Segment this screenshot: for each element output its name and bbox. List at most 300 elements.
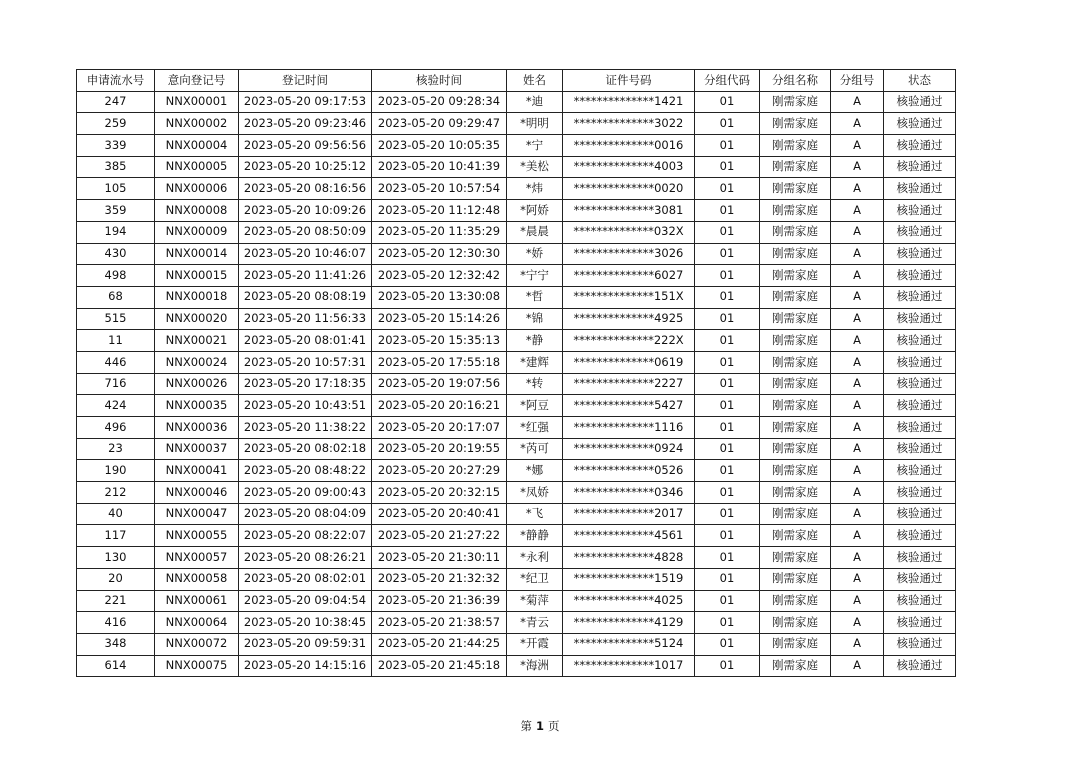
cell-registration-time: 2023-05-20 08:48:22 [239, 460, 372, 482]
cell-status: 核验通过 [884, 308, 956, 330]
cell-group-number: A [831, 286, 884, 308]
page-prefix: 第 [520, 719, 532, 733]
cell-status: 核验通过 [884, 633, 956, 655]
table-row [77, 590, 956, 612]
cell-group-name: 刚需家庭 [760, 113, 831, 135]
cell-registration-id: NNX00008 [155, 200, 239, 222]
cell-group-code: 01 [695, 330, 760, 352]
cell-id-number: **************0016 [563, 135, 695, 157]
cell-serial-number: 385 [77, 156, 155, 178]
cell-registration-id: NNX00009 [155, 221, 239, 243]
cell-registration-time: 2023-05-20 09:00:43 [239, 482, 372, 504]
cell-verification-time: 2023-05-20 21:27:22 [372, 525, 507, 547]
cell-group-code: 01 [695, 633, 760, 655]
cell-verification-time: 2023-05-20 21:45:18 [372, 655, 507, 677]
cell-registration-id: NNX00005 [155, 156, 239, 178]
column-header-status: 状态 [884, 70, 956, 92]
cell-registration-time: 2023-05-20 08:02:18 [239, 438, 372, 460]
cell-group-name: 刚需家庭 [760, 482, 831, 504]
table-row [77, 243, 956, 265]
cell-serial-number: 117 [77, 525, 155, 547]
cell-status: 核验通过 [884, 590, 956, 612]
cell-status: 核验通过 [884, 525, 956, 547]
cell-registration-time: 2023-05-20 10:25:12 [239, 156, 372, 178]
cell-group-name: 刚需家庭 [760, 590, 831, 612]
cell-id-number: **************5427 [563, 395, 695, 417]
column-header-registration-id: 意向登记号 [155, 70, 239, 92]
cell-status: 核验通过 [884, 135, 956, 157]
cell-status: 核验通过 [884, 156, 956, 178]
cell-registration-id: NNX00006 [155, 178, 239, 200]
cell-serial-number: 130 [77, 547, 155, 569]
table-row [77, 482, 956, 504]
cell-serial-number: 23 [77, 438, 155, 460]
cell-group-number: A [831, 612, 884, 634]
cell-id-number: **************0346 [563, 482, 695, 504]
cell-group-code: 01 [695, 243, 760, 265]
cell-group-name: 刚需家庭 [760, 308, 831, 330]
table-row [77, 265, 956, 287]
cell-serial-number: 20 [77, 568, 155, 590]
table-row [77, 655, 956, 677]
cell-group-name: 刚需家庭 [760, 265, 831, 287]
table-row [77, 135, 956, 157]
cell-verification-time: 2023-05-20 20:32:15 [372, 482, 507, 504]
cell-group-number: A [831, 351, 884, 373]
cell-status: 核验通过 [884, 547, 956, 569]
cell-group-name: 刚需家庭 [760, 243, 831, 265]
cell-group-name: 刚需家庭 [760, 330, 831, 352]
cell-group-number: A [831, 221, 884, 243]
cell-group-name: 刚需家庭 [760, 286, 831, 308]
table-row [77, 308, 956, 330]
cell-id-number: **************4129 [563, 612, 695, 634]
cell-registration-time: 2023-05-20 10:46:07 [239, 243, 372, 265]
table-header [77, 70, 956, 92]
cell-group-number: A [831, 503, 884, 525]
cell-serial-number: 496 [77, 417, 155, 439]
page-footer [0, 718, 1080, 734]
cell-verification-time: 2023-05-20 20:17:07 [372, 417, 507, 439]
cell-serial-number: 430 [77, 243, 155, 265]
cell-serial-number: 40 [77, 503, 155, 525]
cell-registration-time: 2023-05-20 09:17:53 [239, 91, 372, 113]
cell-group-number: A [831, 568, 884, 590]
cell-name: *开霞 [507, 633, 563, 655]
cell-group-number: A [831, 156, 884, 178]
cell-id-number: **************032X [563, 221, 695, 243]
cell-status: 核验通过 [884, 265, 956, 287]
cell-id-number: **************0924 [563, 438, 695, 460]
cell-group-code: 01 [695, 91, 760, 113]
cell-name: *娜 [507, 460, 563, 482]
cell-status: 核验通过 [884, 330, 956, 352]
cell-group-name: 刚需家庭 [760, 221, 831, 243]
table-row [77, 373, 956, 395]
cell-name: *娇 [507, 243, 563, 265]
cell-id-number: **************0526 [563, 460, 695, 482]
cell-group-code: 01 [695, 156, 760, 178]
column-header-group-number: 分组号 [831, 70, 884, 92]
cell-id-number: **************222X [563, 330, 695, 352]
table-row [77, 503, 956, 525]
cell-status: 核验通过 [884, 373, 956, 395]
cell-id-number: **************4828 [563, 547, 695, 569]
cell-group-name: 刚需家庭 [760, 633, 831, 655]
cell-status: 核验通过 [884, 113, 956, 135]
cell-verification-time: 2023-05-20 13:30:08 [372, 286, 507, 308]
cell-name: *凤娇 [507, 482, 563, 504]
cell-status: 核验通过 [884, 243, 956, 265]
cell-registration-id: NNX00072 [155, 633, 239, 655]
cell-group-number: A [831, 200, 884, 222]
cell-verification-time: 2023-05-20 10:05:35 [372, 135, 507, 157]
cell-group-number: A [831, 655, 884, 677]
cell-verification-time: 2023-05-20 12:32:42 [372, 265, 507, 287]
cell-group-number: A [831, 243, 884, 265]
cell-registration-id: NNX00020 [155, 308, 239, 330]
cell-registration-id: NNX00064 [155, 612, 239, 634]
cell-name: *炜 [507, 178, 563, 200]
cell-name: *阿豆 [507, 395, 563, 417]
cell-name: *美松 [507, 156, 563, 178]
cell-group-code: 01 [695, 351, 760, 373]
cell-registration-time: 2023-05-20 09:04:54 [239, 590, 372, 612]
cell-registration-time: 2023-05-20 10:38:45 [239, 612, 372, 634]
cell-registration-id: NNX00046 [155, 482, 239, 504]
verification-table-container [76, 69, 955, 677]
table-row [77, 525, 956, 547]
column-header-name: 姓名 [507, 70, 563, 92]
cell-group-name: 刚需家庭 [760, 373, 831, 395]
table-body [77, 91, 956, 677]
cell-verification-time: 2023-05-20 15:14:26 [372, 308, 507, 330]
cell-serial-number: 498 [77, 265, 155, 287]
cell-registration-time: 2023-05-20 09:23:46 [239, 113, 372, 135]
cell-group-code: 01 [695, 308, 760, 330]
cell-registration-id: NNX00061 [155, 590, 239, 612]
cell-group-code: 01 [695, 438, 760, 460]
cell-serial-number: 348 [77, 633, 155, 655]
cell-verification-time: 2023-05-20 09:28:34 [372, 91, 507, 113]
table-row [77, 178, 956, 200]
cell-registration-id: NNX00037 [155, 438, 239, 460]
cell-name: *芮可 [507, 438, 563, 460]
cell-name: *宁 [507, 135, 563, 157]
cell-id-number: **************1421 [563, 91, 695, 113]
table-row [77, 568, 956, 590]
cell-id-number: **************0619 [563, 351, 695, 373]
cell-verification-time: 2023-05-20 11:35:29 [372, 221, 507, 243]
cell-registration-id: NNX00057 [155, 547, 239, 569]
cell-serial-number: 446 [77, 351, 155, 373]
cell-status: 核验通过 [884, 286, 956, 308]
cell-name: *海洲 [507, 655, 563, 677]
cell-name: *宁宁 [507, 265, 563, 287]
cell-verification-time: 2023-05-20 21:36:39 [372, 590, 507, 612]
cell-id-number: **************3081 [563, 200, 695, 222]
cell-name: *锦 [507, 308, 563, 330]
cell-group-number: A [831, 417, 884, 439]
table-row [77, 417, 956, 439]
cell-group-code: 01 [695, 655, 760, 677]
cell-registration-id: NNX00058 [155, 568, 239, 590]
cell-serial-number: 68 [77, 286, 155, 308]
cell-registration-id: NNX00004 [155, 135, 239, 157]
cell-registration-id: NNX00024 [155, 351, 239, 373]
cell-registration-id: NNX00021 [155, 330, 239, 352]
column-header-verification-time: 核验时间 [372, 70, 507, 92]
cell-group-name: 刚需家庭 [760, 351, 831, 373]
cell-registration-time: 2023-05-20 14:15:16 [239, 655, 372, 677]
cell-registration-id: NNX00015 [155, 265, 239, 287]
cell-verification-time: 2023-05-20 20:27:29 [372, 460, 507, 482]
cell-registration-id: NNX00036 [155, 417, 239, 439]
cell-group-code: 01 [695, 178, 760, 200]
page-suffix: 页 [548, 719, 560, 733]
header-row [77, 70, 956, 92]
cell-group-code: 01 [695, 135, 760, 157]
table-row [77, 547, 956, 569]
cell-id-number: **************2227 [563, 373, 695, 395]
table-row [77, 395, 956, 417]
cell-serial-number: 105 [77, 178, 155, 200]
cell-verification-time: 2023-05-20 20:19:55 [372, 438, 507, 460]
cell-group-number: A [831, 438, 884, 460]
cell-id-number: **************3022 [563, 113, 695, 135]
cell-verification-time: 2023-05-20 10:41:39 [372, 156, 507, 178]
cell-name: *静 [507, 330, 563, 352]
table-row [77, 200, 956, 222]
cell-group-name: 刚需家庭 [760, 568, 831, 590]
cell-registration-id: NNX00002 [155, 113, 239, 135]
cell-id-number: **************1519 [563, 568, 695, 590]
cell-group-number: A [831, 395, 884, 417]
cell-group-number: A [831, 460, 884, 482]
cell-verification-time: 2023-05-20 21:38:57 [372, 612, 507, 634]
cell-registration-time: 2023-05-20 11:38:22 [239, 417, 372, 439]
cell-serial-number: 716 [77, 373, 155, 395]
table-row [77, 351, 956, 373]
cell-status: 核验通过 [884, 438, 956, 460]
cell-registration-time: 2023-05-20 08:50:09 [239, 221, 372, 243]
cell-registration-time: 2023-05-20 08:04:09 [239, 503, 372, 525]
cell-name: *迪 [507, 91, 563, 113]
cell-group-name: 刚需家庭 [760, 91, 831, 113]
cell-registration-id: NNX00026 [155, 373, 239, 395]
cell-status: 核验通过 [884, 482, 956, 504]
cell-name: *晨晨 [507, 221, 563, 243]
cell-group-code: 01 [695, 547, 760, 569]
cell-id-number: **************4561 [563, 525, 695, 547]
cell-registration-id: NNX00035 [155, 395, 239, 417]
column-header-group-code: 分组代码 [695, 70, 760, 92]
cell-group-code: 01 [695, 221, 760, 243]
cell-id-number: **************4925 [563, 308, 695, 330]
cell-status: 核验通过 [884, 503, 956, 525]
cell-registration-id: NNX00001 [155, 91, 239, 113]
cell-group-name: 刚需家庭 [760, 655, 831, 677]
cell-name: *纪卫 [507, 568, 563, 590]
column-header-registration-time: 登记时间 [239, 70, 372, 92]
cell-status: 核验通过 [884, 395, 956, 417]
cell-verification-time: 2023-05-20 20:16:21 [372, 395, 507, 417]
cell-group-code: 01 [695, 482, 760, 504]
cell-serial-number: 194 [77, 221, 155, 243]
cell-id-number: **************1116 [563, 417, 695, 439]
cell-name: *静静 [507, 525, 563, 547]
table-row [77, 156, 956, 178]
cell-group-number: A [831, 135, 884, 157]
cell-registration-time: 2023-05-20 11:56:33 [239, 308, 372, 330]
cell-verification-time: 2023-05-20 17:55:18 [372, 351, 507, 373]
cell-id-number: **************2017 [563, 503, 695, 525]
cell-group-name: 刚需家庭 [760, 525, 831, 547]
cell-group-name: 刚需家庭 [760, 178, 831, 200]
cell-group-number: A [831, 525, 884, 547]
cell-group-name: 刚需家庭 [760, 156, 831, 178]
cell-serial-number: 424 [77, 395, 155, 417]
cell-serial-number: 614 [77, 655, 155, 677]
cell-serial-number: 416 [77, 612, 155, 634]
cell-group-name: 刚需家庭 [760, 395, 831, 417]
cell-serial-number: 221 [77, 590, 155, 612]
table-row [77, 91, 956, 113]
column-header-serial-number: 申请流水号 [77, 70, 155, 92]
cell-registration-time: 2023-05-20 10:57:31 [239, 351, 372, 373]
cell-serial-number: 212 [77, 482, 155, 504]
cell-group-number: A [831, 590, 884, 612]
cell-group-number: A [831, 91, 884, 113]
cell-group-code: 01 [695, 200, 760, 222]
table-row [77, 113, 956, 135]
cell-group-number: A [831, 547, 884, 569]
cell-name: *飞 [507, 503, 563, 525]
cell-name: *永利 [507, 547, 563, 569]
cell-group-code: 01 [695, 612, 760, 634]
cell-status: 核验通过 [884, 460, 956, 482]
cell-group-code: 01 [695, 417, 760, 439]
cell-group-number: A [831, 373, 884, 395]
cell-group-code: 01 [695, 286, 760, 308]
cell-group-number: A [831, 482, 884, 504]
cell-id-number: **************6027 [563, 265, 695, 287]
cell-id-number: **************4003 [563, 156, 695, 178]
cell-registration-time: 2023-05-20 09:56:56 [239, 135, 372, 157]
cell-name: *菊萍 [507, 590, 563, 612]
cell-registration-time: 2023-05-20 08:22:07 [239, 525, 372, 547]
cell-name: *阿娇 [507, 200, 563, 222]
cell-registration-time: 2023-05-20 08:02:01 [239, 568, 372, 590]
page-number: 1 [535, 719, 544, 733]
cell-status: 核验通过 [884, 351, 956, 373]
cell-group-code: 01 [695, 525, 760, 547]
cell-id-number: **************0020 [563, 178, 695, 200]
cell-status: 核验通过 [884, 200, 956, 222]
cell-group-name: 刚需家庭 [760, 438, 831, 460]
cell-registration-time: 2023-05-20 10:09:26 [239, 200, 372, 222]
cell-group-code: 01 [695, 265, 760, 287]
cell-group-code: 01 [695, 568, 760, 590]
cell-id-number: **************4025 [563, 590, 695, 612]
cell-verification-time: 2023-05-20 12:30:30 [372, 243, 507, 265]
cell-registration-id: NNX00055 [155, 525, 239, 547]
cell-serial-number: 515 [77, 308, 155, 330]
cell-group-code: 01 [695, 590, 760, 612]
cell-registration-time: 2023-05-20 11:41:26 [239, 265, 372, 287]
table-row [77, 460, 956, 482]
cell-verification-time: 2023-05-20 15:35:13 [372, 330, 507, 352]
cell-group-name: 刚需家庭 [760, 417, 831, 439]
cell-registration-time: 2023-05-20 09:59:31 [239, 633, 372, 655]
verification-table [76, 69, 956, 677]
cell-group-number: A [831, 178, 884, 200]
cell-group-number: A [831, 308, 884, 330]
cell-verification-time: 2023-05-20 11:12:48 [372, 200, 507, 222]
cell-status: 核验通过 [884, 91, 956, 113]
cell-serial-number: 190 [77, 460, 155, 482]
table-row [77, 438, 956, 460]
cell-registration-id: NNX00014 [155, 243, 239, 265]
table-row [77, 286, 956, 308]
cell-verification-time: 2023-05-20 19:07:56 [372, 373, 507, 395]
column-header-group-name: 分组名称 [760, 70, 831, 92]
cell-name: *明明 [507, 113, 563, 135]
cell-group-name: 刚需家庭 [760, 200, 831, 222]
cell-group-code: 01 [695, 373, 760, 395]
cell-verification-time: 2023-05-20 21:32:32 [372, 568, 507, 590]
column-header-id-number: 证件号码 [563, 70, 695, 92]
cell-verification-time: 2023-05-20 20:40:41 [372, 503, 507, 525]
cell-group-code: 01 [695, 503, 760, 525]
cell-name: *红强 [507, 417, 563, 439]
cell-serial-number: 259 [77, 113, 155, 135]
cell-status: 核验通过 [884, 417, 956, 439]
cell-registration-time: 2023-05-20 08:01:41 [239, 330, 372, 352]
cell-name: *建辉 [507, 351, 563, 373]
cell-group-number: A [831, 113, 884, 135]
cell-group-code: 01 [695, 460, 760, 482]
cell-verification-time: 2023-05-20 10:57:54 [372, 178, 507, 200]
cell-registration-id: NNX00047 [155, 503, 239, 525]
cell-registration-time: 2023-05-20 08:26:21 [239, 547, 372, 569]
cell-serial-number: 339 [77, 135, 155, 157]
cell-verification-time: 2023-05-20 09:29:47 [372, 113, 507, 135]
cell-id-number: **************3026 [563, 243, 695, 265]
cell-serial-number: 11 [77, 330, 155, 352]
cell-id-number: **************5124 [563, 633, 695, 655]
cell-group-number: A [831, 633, 884, 655]
cell-verification-time: 2023-05-20 21:30:11 [372, 547, 507, 569]
cell-group-name: 刚需家庭 [760, 503, 831, 525]
cell-name: *哲 [507, 286, 563, 308]
cell-registration-time: 2023-05-20 17:18:35 [239, 373, 372, 395]
cell-group-name: 刚需家庭 [760, 612, 831, 634]
cell-status: 核验通过 [884, 178, 956, 200]
cell-status: 核验通过 [884, 612, 956, 634]
cell-registration-id: NNX00041 [155, 460, 239, 482]
cell-id-number: **************1017 [563, 655, 695, 677]
cell-status: 核验通过 [884, 655, 956, 677]
cell-group-code: 01 [695, 113, 760, 135]
cell-registration-id: NNX00018 [155, 286, 239, 308]
table-row [77, 612, 956, 634]
table-row [77, 633, 956, 655]
cell-group-name: 刚需家庭 [760, 547, 831, 569]
table-row [77, 330, 956, 352]
cell-registration-time: 2023-05-20 10:43:51 [239, 395, 372, 417]
cell-status: 核验通过 [884, 221, 956, 243]
